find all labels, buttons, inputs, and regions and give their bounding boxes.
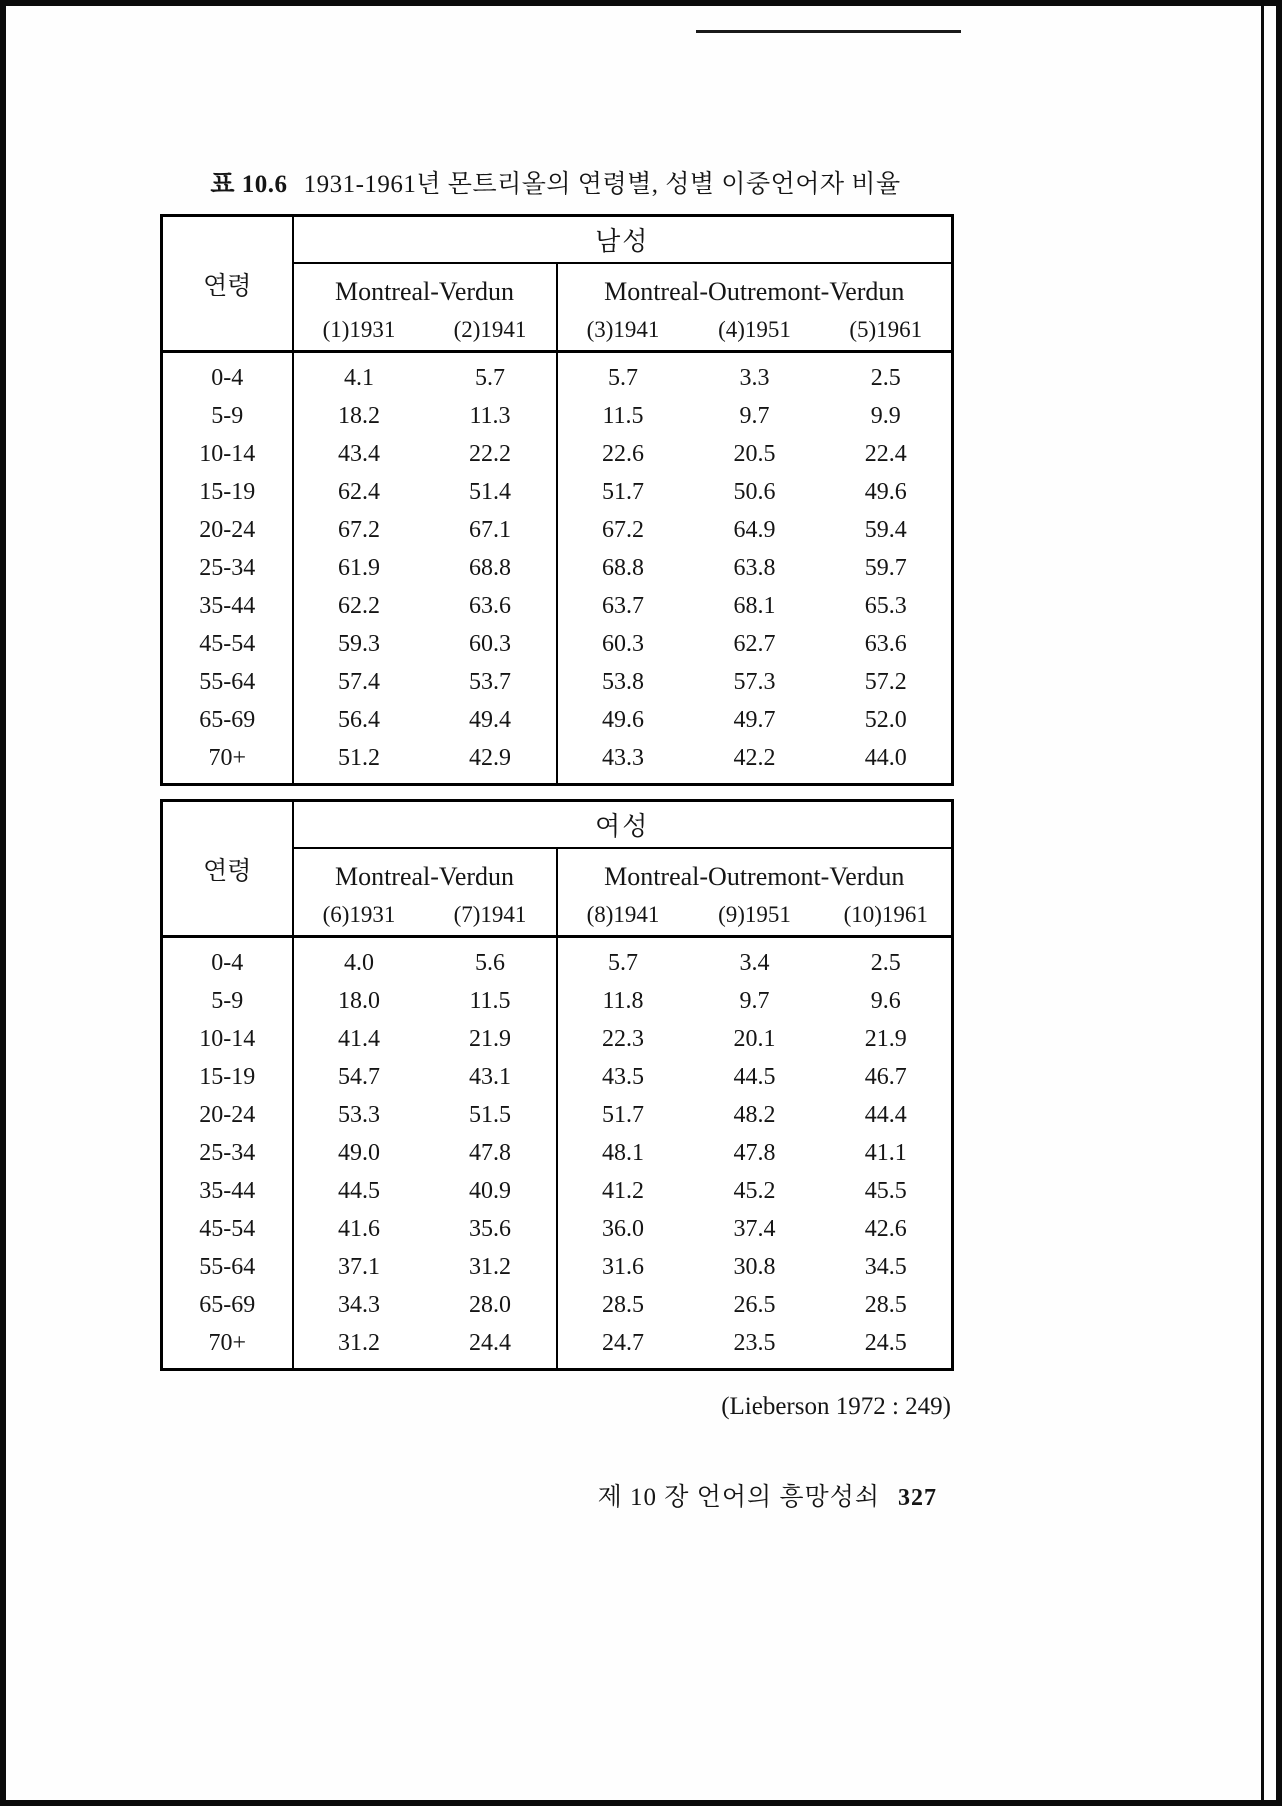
value-cell: 42.6 — [864, 1215, 907, 1242]
value-cell: 53.8 — [602, 668, 644, 695]
table-title-text: 1931-1961년 몬트리올의 연령별, 성별 이중언어자 비율 — [303, 171, 901, 198]
value-cell: 5.7 — [425, 352, 557, 398]
value-cell: 43.3 — [602, 744, 644, 771]
value-cell: 9.9 — [870, 402, 901, 429]
table-row — [162, 1134, 953, 1172]
value-cell: 42.2 — [733, 744, 776, 771]
group-header-montreal-verdun: Montreal-Verdun — [293, 848, 557, 894]
table-row — [162, 1096, 953, 1134]
age-cell: 35-44 — [162, 587, 293, 625]
value-cell: 22.4 — [864, 440, 907, 467]
male-table-header — [162, 216, 953, 352]
sex-header-female: 여성 — [293, 801, 953, 849]
value-cell: 41.1 — [864, 1139, 907, 1166]
value-cell: 31.6 — [602, 1253, 644, 1280]
value-cell: 51.2 — [338, 744, 380, 771]
value-cell: 34.3 — [338, 1291, 380, 1318]
value-cell: 9.7 — [739, 402, 770, 429]
age-cell: 20-24 — [162, 1096, 293, 1134]
table-row — [162, 435, 953, 473]
female-table-header — [162, 801, 953, 937]
value-cell: 20.1 — [733, 1025, 776, 1052]
value-cell: 45.5 — [864, 1177, 907, 1204]
value-cell: 68.8 — [425, 549, 557, 587]
value-cell: 60.3 — [425, 625, 557, 663]
table-row — [162, 937, 953, 983]
value-cell: 48.1 — [602, 1139, 644, 1166]
value-cell: 67.1 — [425, 511, 557, 549]
value-cell: 52.0 — [864, 706, 907, 733]
value-cell: 35.6 — [425, 1210, 557, 1248]
value-cell: 5.7 — [608, 949, 638, 976]
year-column-header: (6)1931 — [293, 894, 425, 937]
age-cell: 15-19 — [162, 1058, 293, 1096]
value-cell: 54.7 — [338, 1063, 380, 1090]
value-cell: 43.1 — [425, 1058, 557, 1096]
year-column-header: (5)1961 — [821, 309, 953, 352]
male-bilingual-table — [160, 214, 954, 786]
value-cell: 4.1 — [344, 364, 374, 391]
value-cell: 24.5 — [864, 1329, 907, 1356]
male-table-body — [162, 352, 953, 785]
value-cell: 44.5 — [733, 1063, 776, 1090]
table-row — [162, 663, 953, 701]
value-cell: 68.1 — [733, 592, 776, 619]
value-cell: 31.2 — [425, 1248, 557, 1286]
value-cell: 4.0 — [344, 949, 374, 976]
value-cell: 2.5 — [870, 364, 901, 391]
value-cell: 9.7 — [739, 987, 770, 1014]
value-cell: 49.7 — [733, 706, 776, 733]
year-column-header: (10)1961 — [821, 894, 953, 937]
table-row — [162, 397, 953, 435]
table-row — [162, 1286, 953, 1324]
value-cell: 53.7 — [425, 663, 557, 701]
value-cell: 63.7 — [602, 592, 644, 619]
value-cell: 42.9 — [425, 739, 557, 785]
age-cell: 55-64 — [162, 1248, 293, 1286]
value-cell: 67.2 — [338, 516, 380, 543]
value-cell: 68.8 — [602, 554, 644, 581]
value-cell: 63.8 — [733, 554, 776, 581]
value-cell: 23.5 — [733, 1329, 776, 1356]
table-row — [162, 1058, 953, 1096]
value-cell: 62.7 — [733, 630, 776, 657]
age-column-header: 연령 — [162, 801, 293, 937]
value-cell: 5.6 — [425, 937, 557, 983]
table-title — [160, 164, 951, 200]
value-cell: 11.3 — [425, 397, 557, 435]
female-table-body — [162, 937, 953, 1370]
value-cell: 22.6 — [602, 440, 644, 467]
value-cell: 60.3 — [602, 630, 644, 657]
value-cell: 48.2 — [733, 1101, 776, 1128]
value-cell: 51.5 — [425, 1096, 557, 1134]
value-cell: 49.0 — [338, 1139, 380, 1166]
value-cell: 3.3 — [739, 364, 770, 391]
age-cell: 45-54 — [162, 1210, 293, 1248]
age-cell: 45-54 — [162, 625, 293, 663]
value-cell: 57.3 — [733, 668, 776, 695]
value-cell: 41.4 — [338, 1025, 380, 1052]
age-cell: 5-9 — [162, 397, 293, 435]
value-cell: 43.5 — [602, 1063, 644, 1090]
age-cell: 20-24 — [162, 511, 293, 549]
year-column-header: (3)1941 — [557, 309, 689, 352]
age-cell: 65-69 — [162, 701, 293, 739]
value-cell: 37.4 — [733, 1215, 776, 1242]
value-cell: 22.2 — [425, 435, 557, 473]
year-column-header: (7)1941 — [425, 894, 557, 937]
value-cell: 44.5 — [338, 1177, 380, 1204]
value-cell: 18.2 — [338, 402, 380, 429]
page-content — [160, 6, 951, 1513]
value-cell: 21.9 — [425, 1020, 557, 1058]
value-cell: 62.4 — [338, 478, 380, 505]
value-cell: 3.4 — [739, 949, 770, 976]
value-cell: 37.1 — [338, 1253, 380, 1280]
table-number-label: 표 10.6 — [210, 171, 288, 198]
value-cell: 45.2 — [733, 1177, 776, 1204]
value-cell: 44.4 — [864, 1101, 907, 1128]
value-cell: 36.0 — [602, 1215, 644, 1242]
table-row — [162, 982, 953, 1020]
table-row — [162, 625, 953, 663]
age-cell: 35-44 — [162, 1172, 293, 1210]
value-cell: 24.4 — [425, 1324, 557, 1370]
value-cell: 57.4 — [338, 668, 380, 695]
value-cell: 46.7 — [864, 1063, 907, 1090]
value-cell: 11.8 — [602, 987, 644, 1014]
age-cell: 70+ — [162, 739, 293, 785]
value-cell: 2.5 — [870, 949, 901, 976]
age-cell: 0-4 — [162, 352, 293, 398]
age-cell: 55-64 — [162, 663, 293, 701]
value-cell: 28.5 — [864, 1291, 907, 1318]
table-row — [162, 473, 953, 511]
value-cell: 26.5 — [733, 1291, 776, 1318]
page-number: 327 — [898, 1485, 937, 1511]
age-cell: 5-9 — [162, 982, 293, 1020]
age-cell: 0-4 — [162, 937, 293, 983]
value-cell: 63.6 — [425, 587, 557, 625]
value-cell: 56.4 — [338, 706, 380, 733]
value-cell: 49.6 — [864, 478, 907, 505]
age-cell: 15-19 — [162, 473, 293, 511]
year-column-header: (4)1951 — [689, 309, 821, 352]
value-cell: 53.3 — [338, 1101, 380, 1128]
table-row — [162, 1172, 953, 1210]
table-row — [162, 1210, 953, 1248]
value-cell: 28.5 — [602, 1291, 644, 1318]
age-cell: 25-34 — [162, 1134, 293, 1172]
value-cell: 61.9 — [338, 554, 380, 581]
value-cell: 30.8 — [733, 1253, 776, 1280]
group-header-montreal-outremont-verdun: Montreal-Outremont-Verdun — [604, 862, 905, 891]
group-header-montreal-verdun: Montreal-Verdun — [293, 263, 557, 309]
value-cell: 59.3 — [338, 630, 380, 657]
age-cell: 70+ — [162, 1324, 293, 1370]
table-row — [162, 549, 953, 587]
table-row — [162, 587, 953, 625]
value-cell: 22.3 — [602, 1025, 644, 1052]
value-cell: 47.8 — [425, 1134, 557, 1172]
year-column-header: (9)1951 — [689, 894, 821, 937]
value-cell: 34.5 — [864, 1253, 907, 1280]
age-column-header: 연령 — [162, 216, 293, 352]
value-cell: 62.2 — [338, 592, 380, 619]
table-row — [162, 352, 953, 398]
value-cell: 11.5 — [425, 982, 557, 1020]
female-bilingual-table — [160, 799, 954, 1371]
group-header-montreal-outremont-verdun: Montreal-Outremont-Verdun — [604, 277, 905, 306]
page-edge-line — [1261, 6, 1264, 1800]
table-row — [162, 1324, 953, 1370]
age-cell: 10-14 — [162, 435, 293, 473]
value-cell: 49.6 — [602, 706, 644, 733]
chapter-title: 제 10 장 언어의 흥망성쇠 — [597, 1484, 880, 1511]
table-row — [162, 739, 953, 785]
value-cell: 9.6 — [870, 987, 901, 1014]
value-cell: 11.5 — [602, 402, 644, 429]
source-citation: (Lieberson 1972 : 249) — [721, 1393, 951, 1420]
value-cell: 28.0 — [425, 1286, 557, 1324]
year-column-header: (1)1931 — [293, 309, 425, 352]
value-cell: 51.7 — [602, 478, 644, 505]
value-cell: 59.7 — [864, 554, 907, 581]
value-cell: 21.9 — [864, 1025, 907, 1052]
value-cell: 59.4 — [864, 516, 907, 543]
value-cell: 41.6 — [338, 1215, 380, 1242]
value-cell: 40.9 — [425, 1172, 557, 1210]
table-row — [162, 1248, 953, 1286]
value-cell: 63.6 — [864, 630, 907, 657]
value-cell: 43.4 — [338, 440, 380, 467]
sex-header-male: 남성 — [293, 216, 953, 264]
age-cell: 10-14 — [162, 1020, 293, 1058]
value-cell: 24.7 — [602, 1329, 644, 1356]
value-cell: 57.2 — [864, 668, 907, 695]
value-cell: 51.7 — [602, 1101, 644, 1128]
value-cell: 47.8 — [733, 1139, 776, 1166]
value-cell: 18.0 — [338, 987, 380, 1014]
value-cell: 5.7 — [608, 364, 638, 391]
value-cell: 64.9 — [733, 516, 776, 543]
table-row — [162, 701, 953, 739]
year-column-header: (2)1941 — [425, 309, 557, 352]
value-cell: 20.5 — [733, 440, 776, 467]
value-cell: 31.2 — [338, 1329, 380, 1356]
table-row — [162, 511, 953, 549]
page-footer — [160, 1477, 951, 1513]
value-cell: 51.4 — [425, 473, 557, 511]
value-cell: 44.0 — [864, 744, 907, 771]
value-cell: 49.4 — [425, 701, 557, 739]
age-cell: 25-34 — [162, 549, 293, 587]
value-cell: 41.2 — [602, 1177, 644, 1204]
age-cell: 65-69 — [162, 1286, 293, 1324]
value-cell: 50.6 — [733, 478, 776, 505]
value-cell: 65.3 — [864, 592, 907, 619]
table-row — [162, 1020, 953, 1058]
value-cell: 67.2 — [602, 516, 644, 543]
year-column-header: (8)1941 — [557, 894, 689, 937]
